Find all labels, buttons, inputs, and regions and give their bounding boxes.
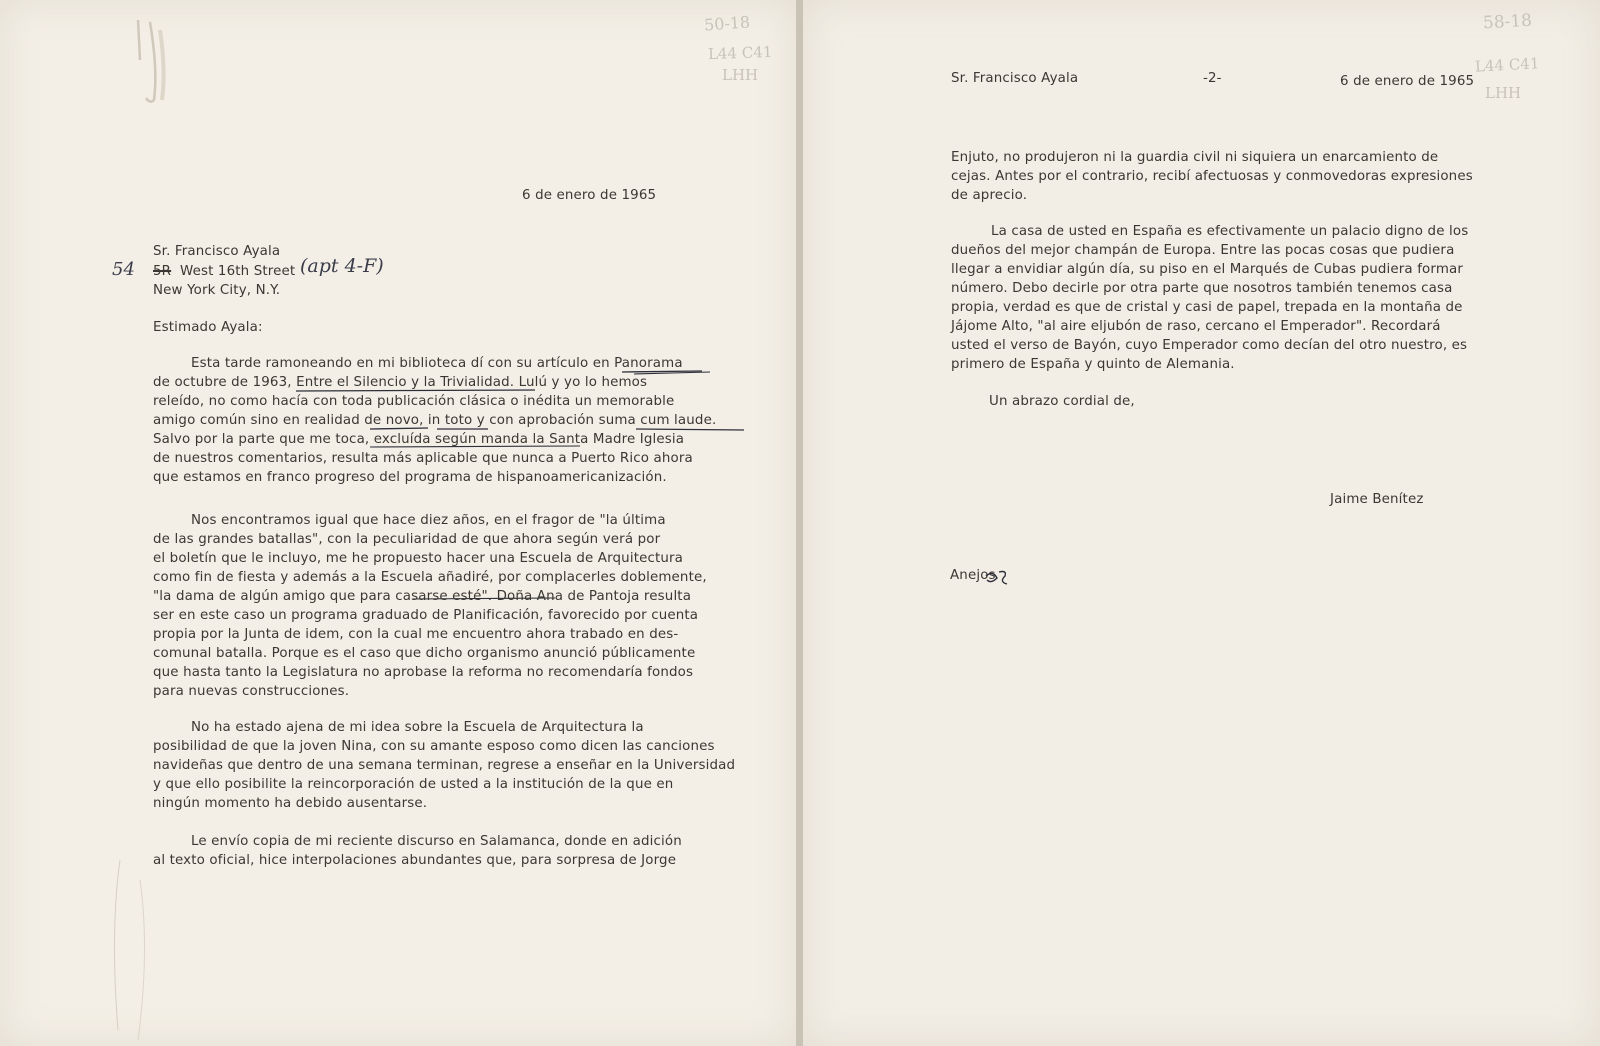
text-line: amigo común sino en realidad de novo, in toto y con aprobación suma cum laude. — [153, 413, 717, 428]
text-line: que estamos en franco progreso del programa de hispanoamericanización. — [153, 470, 667, 485]
text-line: Enjuto, no produjeron ni la guardia civil ni siquiera un enarcamiento de — [951, 150, 1439, 165]
handwritten-apartment: (apt 4-F) — [300, 255, 384, 277]
address-city: New York City, N.Y. — [153, 283, 281, 298]
text-line: cejas. Antes por el contrario, recibí afectuosas y conmovedoras expresiones — [951, 169, 1473, 184]
text-line: número. Debo decirle por otra parte que nosotros también tenemos casa — [951, 281, 1453, 296]
handwritten-street-number: 54 — [112, 259, 135, 280]
text-line: "la dama de algún amigo que para casarse esté". Doña Ana de Pantoja resulta — [153, 589, 692, 604]
text-line: primero de España y quinto de Alemania. — [951, 357, 1235, 372]
salutation: Estimado Ayala: — [153, 320, 263, 335]
text-line: y que ello posibilite la reincorporación de usted a la institución de la que en — [153, 777, 674, 792]
header-recipient: Sr. Francisco Ayala — [951, 71, 1079, 86]
page-gutter — [796, 0, 803, 1046]
text-line: ser en este caso un programa graduado de Planificación, favorecido por cuenta — [153, 608, 699, 623]
text-line: llegar a envidiar algún día, su piso en el Marqués de Cubas pudiera formar — [951, 262, 1464, 277]
text-line: propia, verdad es que de cristal y casi de papel, trepada en la montaña de — [951, 300, 1463, 315]
text-line: de octubre de 1963, Entre el Silencio y la Trivialidad. Lulú y yo lo hemos — [153, 375, 648, 390]
text-line: de las grandes batallas", con la peculiaridad de que ahora según verá por — [153, 532, 661, 547]
address-street: West 16th Street — [180, 264, 296, 279]
text-line: Jájome Alto, "al aire eljubón de raso, cercano el Emperador". Recordará — [951, 319, 1441, 334]
text-line: al texto oficial, hice interpolaciones abundantes que, para sorpresa de Jorge — [153, 853, 677, 868]
text-line: ningún momento ha debido ausentarse. — [153, 796, 428, 811]
enclosure: Anejos — [950, 568, 996, 583]
text-line: releído, no como hacía con toda publicación clásica o inédita un memorable — [153, 394, 675, 409]
struck-street-number: 5R — [153, 264, 172, 279]
signature: Jaime Benítez — [1330, 492, 1424, 507]
archive-mark: 58-18 — [1482, 10, 1533, 34]
text-line: Salvo por la parte que me toca, excluída según manda la Santa Madre Iglesia — [153, 432, 685, 447]
address-name: Sr. Francisco Ayala — [153, 244, 281, 259]
text-line: propia por la Junta de idem, con la cual me encuentro ahora trabado en des- — [153, 627, 679, 642]
text-line: Esta tarde ramoneando en mi biblioteca dí con su artículo en Panorama — [191, 356, 683, 371]
letter-date: 6 de enero de 1965 — [522, 188, 657, 203]
text-line: de nuestros comentarios, resulta más aplicable que nunca a Puerto Rico ahora — [153, 451, 693, 466]
text-line: La casa de usted en España es efectivamente un palacio digno de los — [991, 224, 1469, 239]
text-line: posibilidad de que la joven Nina, con su amante esposo como dicen las canciones — [153, 739, 715, 754]
letter-page-1 — [0, 0, 796, 1046]
letter-page-2 — [803, 0, 1600, 1046]
text-line: usted el verso de Bayón, cuyo Emperador como decían del otro nuestro, es — [951, 338, 1468, 353]
text-line: Nos encontramos igual que hace diez años, en el fragor de "la última — [191, 513, 666, 528]
archive-mark: L44 C41 — [1474, 54, 1540, 76]
archive-mark: L44 C41 — [707, 42, 773, 64]
text-line: Le envío copia de mi reciente discurso en Salamanca, donde en adición — [191, 834, 682, 849]
text-line: que hasta tanto la Legislatura no aprobase la reforma no recomendaría fondos — [153, 665, 694, 680]
text-line: para nuevas construcciones. — [153, 684, 350, 699]
text-line: No ha estado ajena de mi idea sobre la Escuela de Arquitectura la — [191, 720, 644, 735]
closing: Un abrazo cordial de, — [989, 394, 1135, 409]
text-line: el boletín que le incluyo, me he propuesto hacer una Escuela de Arquitectura — [153, 551, 684, 566]
text-line: comunal batalla. Porque es el caso que dicho organismo anunció públicamente — [153, 646, 696, 661]
archive-mark: 50-18 — [703, 12, 751, 35]
archive-mark: LHH — [1485, 84, 1522, 102]
text-line: de aprecio. — [951, 188, 1028, 203]
header-date: 6 de enero de 1965 — [1340, 74, 1475, 89]
header-page-number: -2- — [1203, 71, 1222, 86]
text-line: navideñas que dentro de una semana terminan, regrese a enseñar en la Universidad — [153, 758, 736, 773]
text-line: dueños del mejor champán de Europa. Entre las pocas cosas que pudiera — [951, 243, 1455, 258]
archive-mark: LHH — [722, 66, 759, 84]
text-line: como fin de fiesta y además a la Escuela añadiré, por complacerles doblemente, — [153, 570, 707, 585]
